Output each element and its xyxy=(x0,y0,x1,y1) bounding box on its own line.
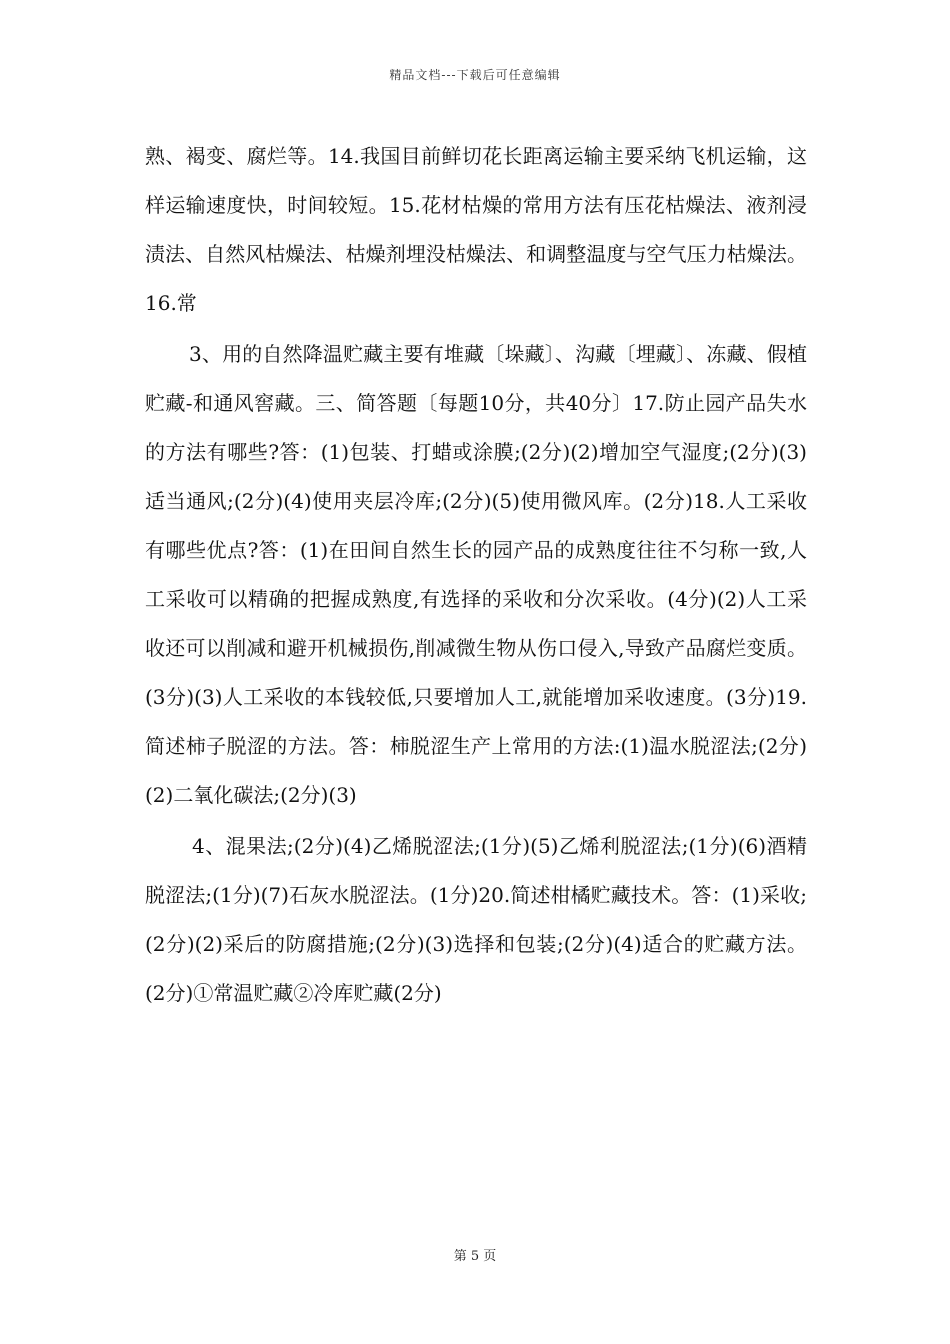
document-body xyxy=(145,132,807,1018)
paragraph-3: 4、混果法;(2分)(4)乙烯脱涩法;(1分)(5)乙烯利脱涩法;(1分)(6)酒精脱涩法;(1分)(7)石灰水脱涩法。(1分)20.简述柑橘贮藏技术。答：(1)采收;(2分)(2)采后的防腐措施;(2分)(3)选择和包装;(2分)(4)适合的贮藏方法。(2分)①常温贮藏②冷库贮藏(2分) xyxy=(145,834,807,1005)
page-header: 精品文档---下载后可任意编辑 xyxy=(389,68,561,82)
paragraph-1: 熟、褐变、腐烂等。14.我国目前鲜切花长距离运输主要采纳飞机运输，这样运输速度快，时间较短。15.花材枯燥的常用方法有压花枯燥法、液剂浸渍法、自然风枯燥法、枯燥剂埋没枯燥法、和调整温度与空气压力枯燥法。16.常 xyxy=(145,144,807,315)
paragraph-2: 3、用的自然降温贮藏主要有堆藏〔垛藏〕、沟藏〔埋藏〕、冻藏、假植贮藏-和通风窖藏。三、简答题〔每题10分，共40分〕17.防止园产品失水的方法有哪些?答：(1)包装、打蜡或涂膜;(2分)(2)增加空气湿度;(2分)(3)适当通风;(2分)(4)使用夹层冷库;(2分)(5)使用微风库。(2分)18.人工采收有哪些优点?答：(1)在田间自然生长的园产品的成熟度往往不匀称一致,人工采收可以精确的把握成熟度,有选择的采收和分次采收。(4分)(2)人工采收还可以削减和避开机械损伤,削减微生物从伤口侵入,导致产品腐烂变质。(3分)(3)人工采收的本钱较低,只要增加人工,就能增加采收速度。(3分)19.简述柿子脱涩的方法。答：柿脱涩生产上常用的方法:(1)温水脱涩法;(2分)(2)二氧化碳法;(2分)(3) xyxy=(145,342,807,807)
page-number: 第 5 页 xyxy=(453,1249,497,1264)
